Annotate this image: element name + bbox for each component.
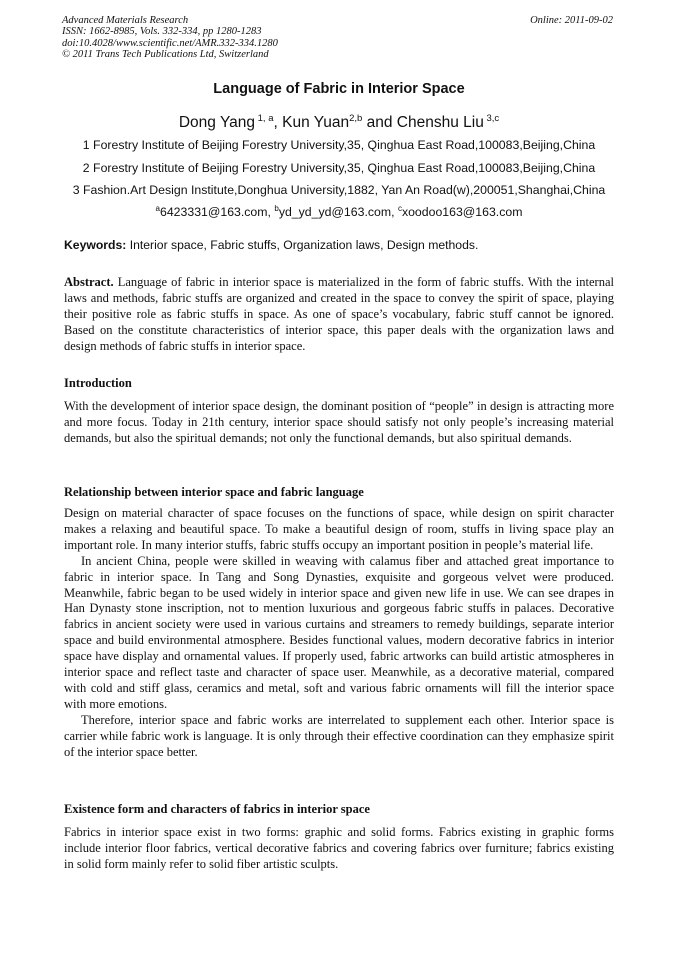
section-heading: Introduction <box>64 376 132 390</box>
author-name: Kun Yuan <box>282 114 350 131</box>
email-line <box>0 204 678 219</box>
author-separator: and <box>362 114 397 131</box>
abstract-label: Abstract. <box>64 275 114 289</box>
body-paragraph: Design on material character of space focuses on the functions of space, while design on spirit character makes a relaxing and beautiful space. To make a beautiful design of room, stuffs in living space play an important role. In many interior stuffs, fabric stuffs occupy an important position in people’s material life. <box>64 506 614 552</box>
author-name: Chenshu Liu <box>396 114 484 131</box>
affiliation-3: 3 Fashion.Art Design Institute,Donghua University,1882, Yan An Road(w),200051,Shanghai,China <box>72 183 606 197</box>
email-address: yd_yd_yd@163.com, <box>278 205 398 219</box>
body-paragraph: With the development of interior space design, the dominant position of “people” in design is attracting more and more focus. Today in 21th century, interior space should satisfy not only people’s increasing material demands, but also the spiritual demands; not only the functional demands, but also spiritual demands. <box>64 399 614 445</box>
paper-title: Language of Fabric in Interior Space <box>213 81 465 97</box>
section-body <box>64 399 614 447</box>
affiliation-2: 2 Forestry Institute of Beijing Forestry University,35, Qinghua East Road,100083,Beijing,China <box>82 161 596 175</box>
section-heading: Existence form and characters of fabrics in interior space <box>64 802 370 816</box>
section-body <box>64 825 614 873</box>
abstract <box>64 275 614 355</box>
author-superscript: 1, a <box>255 113 274 124</box>
issn-line: ISSN: 1662-8985, Vols. 332-334, pp 1280-1283 <box>62 26 262 38</box>
author-list <box>0 113 678 132</box>
section-heading: Relationship between interior space and fabric language <box>64 485 364 499</box>
email-superscript: b <box>274 204 279 213</box>
body-paragraph: Fabrics in interior space exist in two forms: graphic and solid forms. Fabrics existing in graphic forms include interior floor fabrics, vertical decorative fabrics and covering fabrics over furniture; fabrics existing in solid form mainly refer to solid fiber artistic sculpts. <box>64 825 614 871</box>
abstract-paragraph <box>64 275 614 355</box>
email-superscript: a <box>155 204 160 213</box>
journal-info <box>62 15 278 60</box>
journal-name: Advanced Materials Research <box>62 15 189 26</box>
online-date: Online: 2011-09-02 <box>530 15 613 26</box>
author-superscript: 2,b <box>349 113 363 124</box>
body-paragraph: Therefore, interior space and fabric works are interrelated to supplement each other. Interior space is carrier while fabric work is language. It is only through their effective coordination can they emphasize spirit of the interior space better. <box>64 712 614 759</box>
keywords-text: Interior space, Fabric stuffs, Organization laws, Design methods. <box>126 238 479 252</box>
doi-line: doi:10.4028/www.scientific.net/AMR.332-334.1280 <box>62 37 278 49</box>
email-address: xoodoo163@163.com <box>401 205 523 219</box>
copyright-line: © 2011 Trans Tech Publications Ltd, Switzerland <box>62 48 269 60</box>
author-superscript: 3,c <box>483 113 500 124</box>
affiliation-1: 1 Forestry Institute of Beijing Forestry University,35, Qinghua East Road,100083,Beijing,China <box>82 138 596 152</box>
author-name: Dong Yang <box>178 114 255 131</box>
keywords <box>64 238 478 252</box>
author-separator: , <box>273 114 283 131</box>
keywords-label: Keywords: <box>64 238 127 252</box>
section-body <box>64 506 614 761</box>
abstract-text: Language of fabric in interior space is materialized in the form of fabric stuffs. With the internal laws and methods, fabric stuffs are organized and created in the space to convey the spirit of space, playing their positive role as fabric stuffs in space. As one of space’s vocabulary, fabric stuff cannot be ignored. Based on the constitute characteristics of interior space, this paper deals with the organization laws and design methods of fabric stuffs in interior space. <box>64 275 614 353</box>
email-address: 6423331@163.com, <box>160 205 275 219</box>
email-superscript: c <box>397 204 402 213</box>
body-paragraph: In ancient China, people were skilled in weaving with calamus fiber and attached great importance to fabric in interior space. In Tang and Song Dynasties, exquisite and gorgeous velvet were produced. Meanwhile, fabric began to be used widely in interior space and given new life in use. We can see drapes in Han Dynasty stone inscription, not to mention luxurious and gorgeous fabric stuffs in palaces. Decorative fabrics in ancient society were used in various curtains and streamers to remedy buildings, separate interior space and build environmental atmosphere. Besides functional values, modern decorative fabrics in interior space have display and ornamental values. If properly used, fabric artworks can build artistic atmospheres in interior space and reflect taste and character of space user. Meanwhile, as a decorative material, compared with cold and stiff glass, ceramics and metal, soft and various fabric ornaments will fill the interior space with more emotions. <box>64 553 614 711</box>
